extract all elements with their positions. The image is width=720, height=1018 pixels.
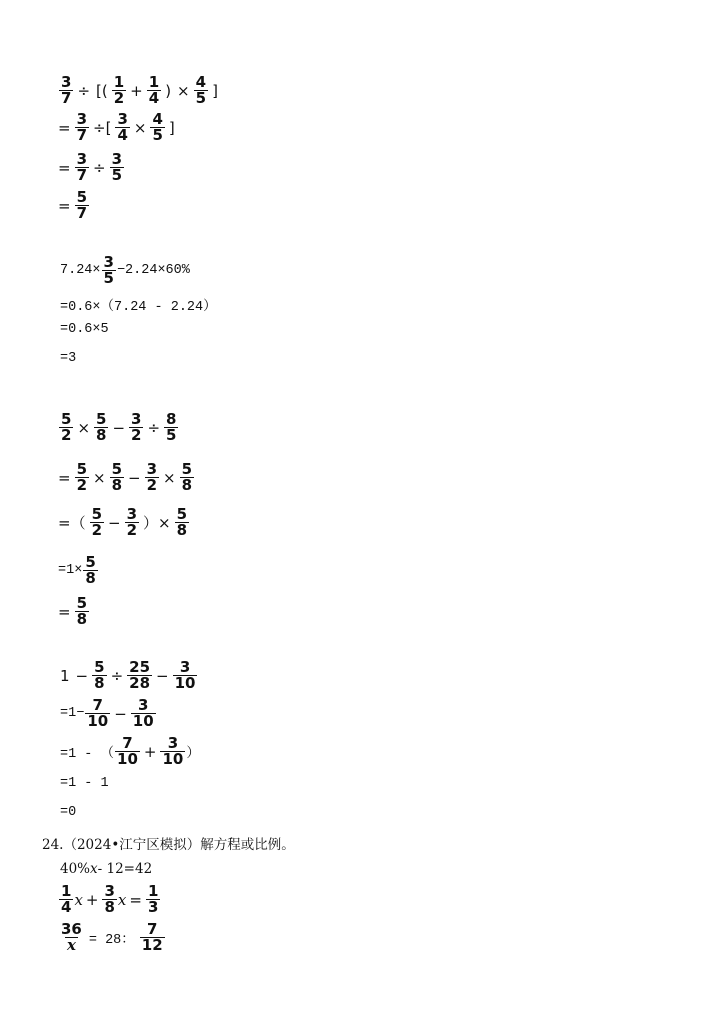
- denominator: 4: [148, 89, 160, 107]
- fraction: [115, 736, 140, 767]
- fraction: [145, 462, 159, 493]
- numerator: 5: [176, 505, 188, 523]
- denominator: 8: [96, 426, 107, 444]
- equation-2: $\frac{1}{4}$ x + $\frac{3}{8}$ x = $\frac{1}{3}$: [61, 882, 159, 916]
- numerator: 3: [137, 696, 149, 714]
- numerator: 3: [131, 410, 142, 428]
- denominator: 2: [113, 89, 125, 107]
- numerator: 5: [85, 553, 96, 571]
- fraction: [75, 596, 89, 627]
- fraction: [90, 507, 104, 538]
- numerator: 3: [76, 110, 88, 128]
- calc1-line2: = $\frac{3}{7}$ ÷[ $\frac{3}{4}$ × $\frac{4}{5}$ ]: [58, 110, 175, 144]
- denominator: 10: [117, 750, 138, 768]
- numerator: 1: [113, 73, 125, 91]
- fraction: [129, 412, 143, 443]
- equation-3: $\frac{36}{x}$ = 28： $\frac{7}{12}$: [61, 920, 163, 954]
- fraction: [92, 660, 106, 691]
- fraction: [75, 152, 89, 183]
- fraction: [59, 922, 84, 953]
- denominator: 5: [195, 89, 207, 107]
- fraction: [147, 75, 161, 106]
- fraction: [110, 152, 124, 183]
- fraction: [85, 698, 110, 729]
- denominator: 8: [94, 674, 105, 692]
- numerator: 5: [111, 460, 123, 478]
- denominator: 5: [152, 126, 163, 144]
- fraction: [83, 555, 97, 586]
- fraction: [173, 660, 198, 691]
- fraction: [150, 112, 164, 143]
- fraction: [164, 412, 178, 443]
- numerator: 3: [167, 734, 179, 752]
- calc4-line4: =1 - 1: [60, 776, 109, 791]
- fraction: [59, 884, 73, 915]
- fraction: [102, 884, 116, 915]
- calc2-line2: =0.6×（7.24 - 2.24）: [60, 300, 217, 315]
- denominator: 12: [141, 936, 163, 954]
- question-header: 24.（2024•江宁区模拟）解方程或比例。: [42, 837, 295, 853]
- numerator: 3: [117, 110, 128, 128]
- denominator: 7: [76, 166, 88, 184]
- denominator: 5: [103, 269, 114, 287]
- numerator: 4: [195, 73, 207, 91]
- numerator: 5: [76, 460, 88, 478]
- numerator: 4: [152, 110, 163, 128]
- numerator: 3: [104, 882, 115, 900]
- fraction: [140, 922, 165, 953]
- fraction: [115, 112, 129, 143]
- denominator: 8: [176, 521, 188, 539]
- calc1-line1: $\frac{3}{7}$ ÷ [( $\frac{1}{2}$ + $\frac{1}{4}$ ) × $\frac{4}{5}$ ]: [61, 73, 218, 107]
- calc3-line2: = $\frac{5}{2}$ × $\frac{5}{8}$ − $\frac{3}{2}$ × $\frac{5}{8}$: [58, 460, 193, 494]
- equation-1: 40% x - 12=42: [60, 861, 153, 877]
- numerator: 5: [91, 505, 103, 523]
- calc4-line3: =1 - （ $\frac{7}{10}$ + $\frac{3}{10}$ ）: [60, 734, 200, 768]
- numerator: 7: [122, 734, 133, 752]
- fraction: [59, 412, 73, 443]
- numerator: 3: [103, 253, 114, 271]
- calc1-line3: = $\frac{3}{7}$ ÷ $\frac{3}{5}$: [58, 150, 123, 184]
- numerator: 3: [126, 505, 138, 523]
- calc2-line3: =0.6×5: [60, 322, 109, 337]
- numerator: 5: [94, 658, 105, 676]
- fraction: [146, 884, 160, 915]
- denominator: x: [66, 936, 76, 954]
- denominator: 28: [129, 674, 151, 692]
- fraction: [102, 255, 116, 286]
- denominator: 3: [147, 898, 159, 916]
- calc2-line1: 7.24× $\frac{3}{5}$ −2.24×60%: [60, 253, 190, 287]
- calc4-line2: =1− $\frac{7}{10}$ − $\frac{3}{10}$: [60, 696, 154, 730]
- fraction: [180, 462, 194, 493]
- numerator: 1: [147, 882, 159, 900]
- numerator: 1: [61, 882, 72, 900]
- fraction: [94, 412, 108, 443]
- numerator: 3: [61, 73, 72, 91]
- denominator: 2: [76, 476, 88, 494]
- denominator: 2: [126, 521, 138, 539]
- denominator: 8: [181, 476, 193, 494]
- numerator: 3: [111, 150, 123, 168]
- denominator: 7: [76, 204, 88, 222]
- denominator: 2: [61, 426, 72, 444]
- calc3-line5: = $\frac{5}{8}$: [58, 594, 88, 628]
- denominator: 10: [132, 712, 154, 730]
- denominator: 2: [131, 426, 142, 444]
- calc1-line4: = $\frac{5}{7}$: [58, 188, 88, 222]
- fraction: [59, 75, 73, 106]
- denominator: 10: [162, 750, 184, 768]
- denominator: 8: [76, 610, 88, 628]
- numerator: 8: [166, 410, 177, 428]
- denominator: 4: [61, 898, 72, 916]
- fraction: [131, 698, 156, 729]
- numerator: 5: [61, 410, 72, 428]
- numerator: 5: [76, 188, 88, 206]
- calc3-line1: $\frac{5}{2}$ × $\frac{5}{8}$ − $\frac{3}{2}$ ÷ $\frac{8}{5}$: [61, 410, 177, 444]
- calc3-line3: =（ $\frac{5}{2}$ − $\frac{3}{2}$ ）× $\frac{5}{8}$: [58, 505, 188, 539]
- numerator: 5: [76, 594, 88, 612]
- calc4-line1: 1 − $\frac{5}{8}$ ÷ $\frac{25}{28}$ − $\frac{3}{10}$: [60, 658, 196, 692]
- denominator: 8: [104, 898, 115, 916]
- calc4-line5: =0: [60, 805, 77, 820]
- denominator: 8: [85, 569, 96, 587]
- calc2-line4: =3: [60, 351, 77, 366]
- denominator: 7: [76, 126, 88, 144]
- calc3-line4: =1× $\frac{5}{8}$: [58, 553, 96, 587]
- denominator: 7: [61, 89, 72, 107]
- denominator: 10: [87, 712, 109, 730]
- denominator: 5: [166, 426, 177, 444]
- numerator: 25: [129, 658, 151, 676]
- fraction: [112, 75, 126, 106]
- denominator: 8: [111, 476, 123, 494]
- fraction: [75, 112, 89, 143]
- denominator: 5: [111, 166, 123, 184]
- denominator: 4: [117, 126, 128, 144]
- fraction: [194, 75, 208, 106]
- denominator: 2: [146, 476, 158, 494]
- fraction: [127, 660, 152, 691]
- numerator: 3: [146, 460, 158, 478]
- fraction: [175, 507, 189, 538]
- denominator: 2: [91, 521, 103, 539]
- numerator: 3: [179, 658, 191, 676]
- fraction: [75, 462, 89, 493]
- denominator: 10: [174, 674, 196, 692]
- fraction: [160, 736, 185, 767]
- numerator: 5: [181, 460, 193, 478]
- numerator: 1: [148, 73, 160, 91]
- numerator: 36: [61, 920, 82, 938]
- numerator: 7: [147, 920, 158, 938]
- fraction: [75, 190, 89, 221]
- numerator: 3: [76, 150, 88, 168]
- fraction: [110, 462, 124, 493]
- fraction: [125, 507, 139, 538]
- numerator: 7: [92, 696, 103, 714]
- numerator: 5: [96, 410, 107, 428]
